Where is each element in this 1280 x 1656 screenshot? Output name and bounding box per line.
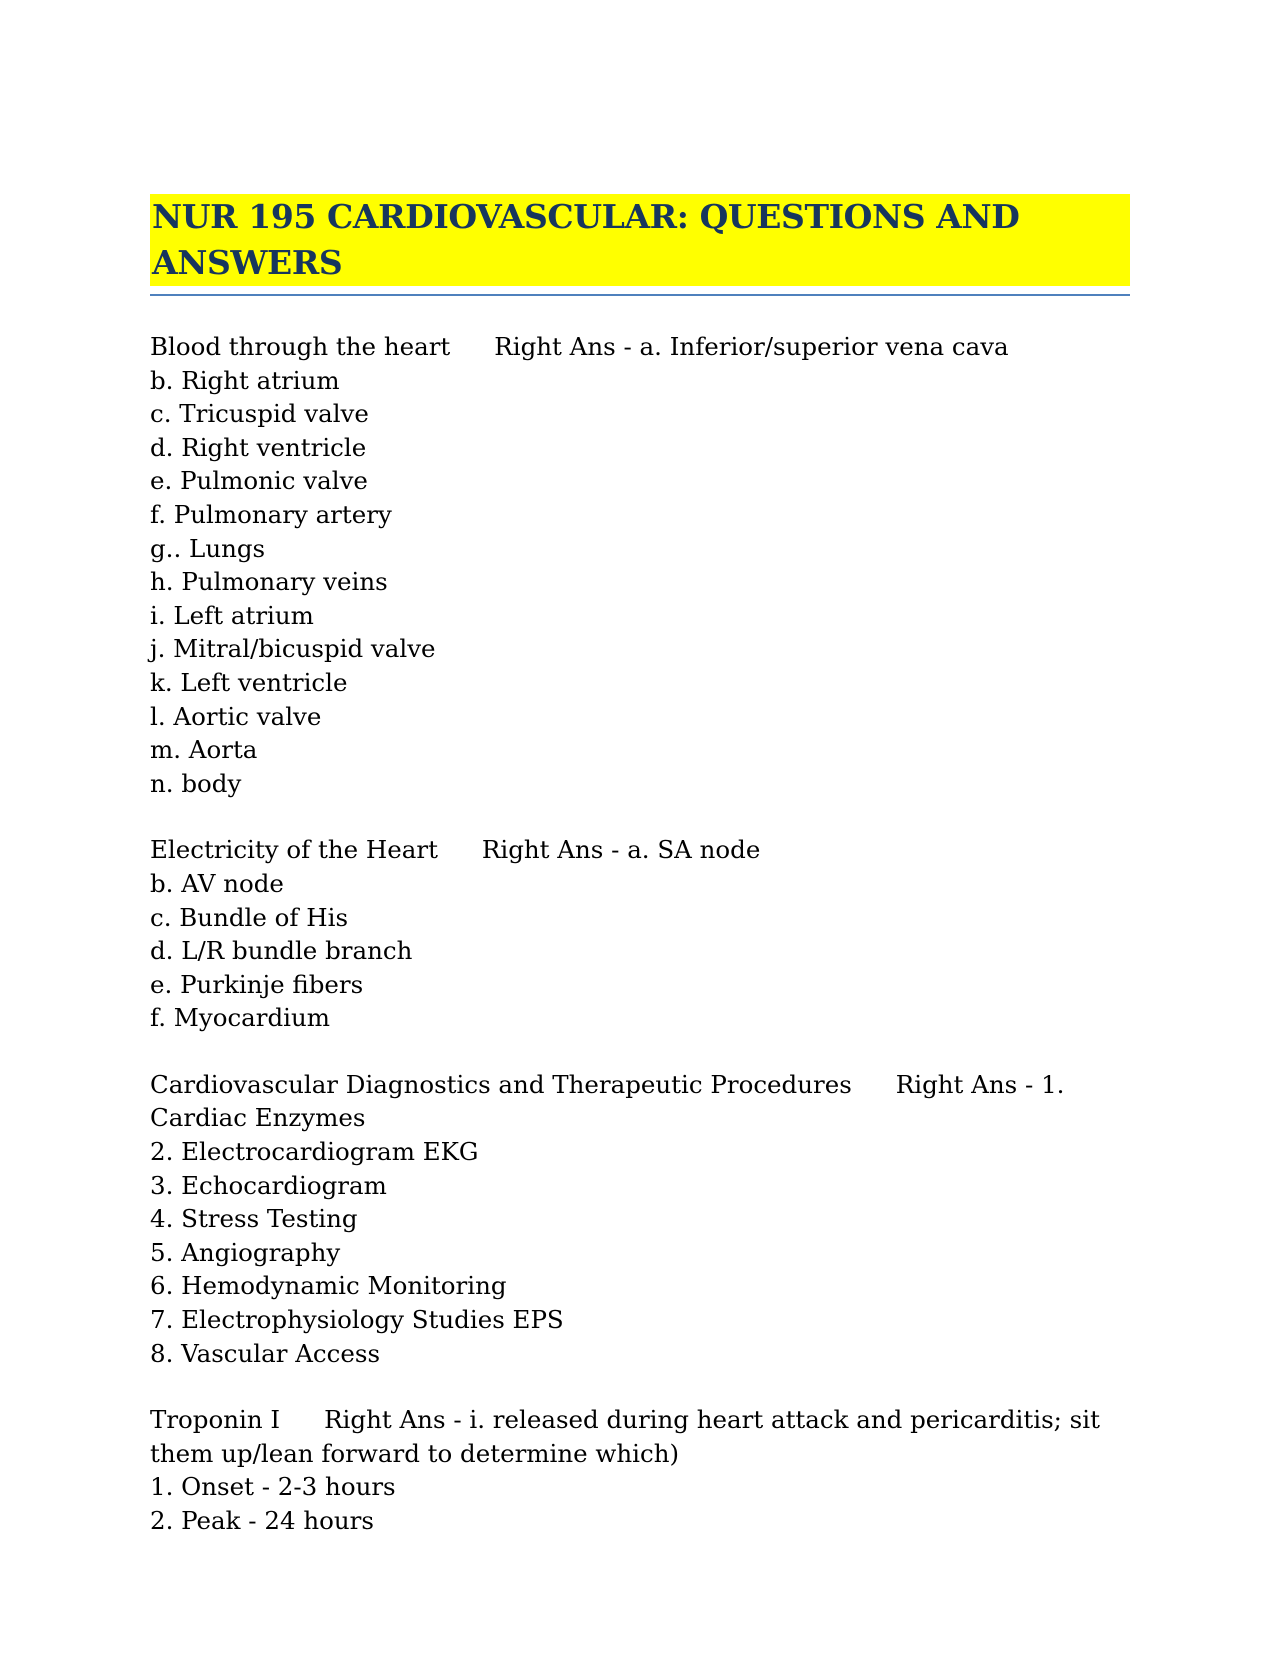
answer-line: e. Purkinje fibers	[150, 969, 364, 999]
answer-line: 3. Echocardiogram	[150, 1170, 387, 1200]
qa-first-line	[150, 330, 1130, 364]
answer-line: 5. Angiography	[150, 1237, 341, 1267]
answer-line: k. Left ventricle	[150, 667, 348, 697]
question-text: Cardiovascular Diagnostics and Therapeutic Procedures	[150, 1069, 852, 1099]
qa-first-line	[150, 1403, 1130, 1470]
answer-line: 8. Vascular Access	[150, 1338, 381, 1368]
answer-text: Right Ans - 1. Cardiac Enzymes	[150, 1069, 1065, 1133]
answer-line: m. Aorta	[150, 735, 258, 765]
answer-line: g.. Lungs	[150, 533, 266, 563]
question-text: Troponin I	[150, 1405, 281, 1435]
title-rule	[150, 194, 1130, 296]
answer-line: c. Bundle of His	[150, 902, 349, 932]
answer-line: 4. Stress Testing	[150, 1204, 358, 1234]
answer-line: c. Tricuspid valve	[150, 399, 369, 429]
answer-line: b. Right atrium	[150, 365, 340, 395]
question-text: Electricity of the Heart	[150, 835, 438, 865]
answer-line: i. Left atrium	[150, 600, 314, 630]
question-text: Blood through the heart	[150, 332, 451, 361]
answer-line: n. body	[150, 768, 242, 798]
answer-text: Right Ans - i. released during heart attack and pericarditis; sit them up/lean forward to determine which)	[150, 1405, 1100, 1468]
qa-first-line	[150, 833, 1130, 867]
answer-text: Right Ans - a. SA node	[481, 835, 761, 865]
answer-line: e. Pulmonic valve	[150, 466, 368, 496]
answer-line: 2. Electrocardiogram EKG	[150, 1137, 479, 1167]
document-page	[150, 194, 1130, 1538]
answer-text: Right Ans - a. Inferior/superior vena cava	[494, 332, 1009, 361]
answer-line: 1. Onset - 2-3 hours	[150, 1472, 396, 1502]
answer-line: d. L/R bundle branch	[150, 936, 413, 966]
answer-line: 6. Hemodynamic Monitoring	[150, 1271, 507, 1301]
document-title: NUR 195 CARDIOVASCULAR: QUESTIONS AND ANSWERS	[150, 194, 1130, 286]
qa-item-electricity	[150, 833, 1130, 1035]
answer-line: j. Mitral/bicuspid valve	[150, 634, 436, 664]
answer-line: l. Aortic valve	[150, 701, 322, 731]
answer-line: h. Pulmonary veins	[150, 567, 388, 597]
answer-line: f. Pulmonary artery	[150, 499, 392, 529]
qa-item-diagnostics	[150, 1068, 1130, 1370]
qa-item-troponin	[150, 1403, 1130, 1537]
answer-line: b. AV node	[150, 868, 284, 898]
qa-first-line	[150, 1068, 1130, 1135]
answer-line: 2. Peak - 24 hours	[150, 1506, 374, 1535]
answer-line: 7. Electrophysiology Studies EPS	[150, 1305, 564, 1335]
answer-line: d. Right ventricle	[150, 432, 367, 462]
answer-line: f. Myocardium	[150, 1003, 331, 1033]
qa-item-blood-flow	[150, 330, 1130, 800]
